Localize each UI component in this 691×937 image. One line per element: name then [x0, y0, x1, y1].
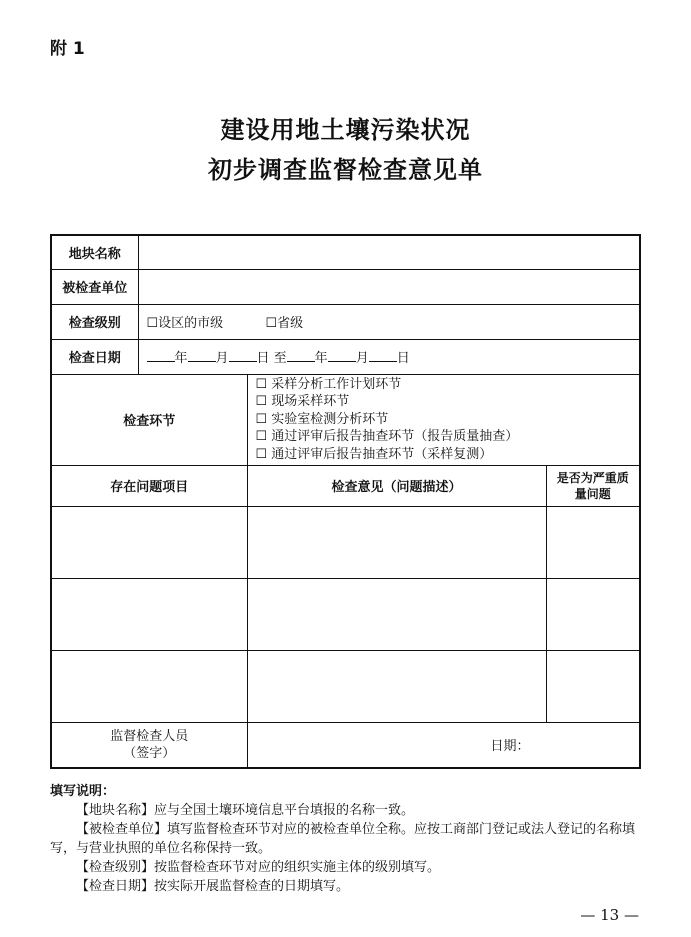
table-row	[51, 578, 640, 650]
note-item: 【被检查单位】填写监督检查环节对应的被检查单位全称。应按工商部门登记或法人登记的名称填写，与营业执照的单位名称保持一致。	[50, 822, 636, 856]
issues-header-row	[51, 465, 640, 506]
parcel-name-label: 地块名称	[51, 235, 138, 269]
table-row	[51, 650, 640, 722]
table-row	[51, 506, 640, 578]
stage-option[interactable]: ☐ 通过评审后报告抽查环节（采样复测）	[255, 446, 493, 462]
stage-option[interactable]: ☐ 通过评审后报告抽查环节（报告质量抽查）	[255, 429, 519, 445]
serious-cell[interactable]	[546, 578, 640, 650]
date-label: 检查日期	[51, 339, 138, 374]
stage-option[interactable]: ☐ 实验室检测分析环节	[255, 411, 389, 427]
fill-instructions	[50, 782, 650, 896]
level-option-province[interactable]: ☐省级	[265, 316, 304, 331]
row-stage	[51, 374, 640, 465]
inspector-label: 监督检查人员	[110, 728, 189, 744]
inspected-unit-label: 被检查单位	[51, 269, 138, 304]
signature-row	[51, 722, 640, 768]
stage-option[interactable]: ☐ 采样分析工作计划环节	[255, 376, 402, 392]
row-parcel-name	[51, 235, 640, 269]
opinion-cell[interactable]	[247, 650, 546, 722]
month-unit: 月	[355, 351, 369, 366]
page-number: — 13 —	[580, 906, 639, 924]
sign-date-field[interactable]	[247, 722, 640, 768]
issue-cell[interactable]	[51, 506, 247, 578]
issue-cell[interactable]	[51, 578, 247, 650]
notes-heading: 填写说明：	[50, 784, 116, 799]
inspected-unit-field[interactable]	[138, 269, 640, 304]
title-line-2: 初步调查监督检查意见单	[208, 155, 483, 184]
serious-cell[interactable]	[546, 506, 640, 578]
row-level	[51, 304, 640, 339]
year-unit: 年	[174, 351, 188, 366]
opinion-cell[interactable]	[247, 506, 546, 578]
date-field[interactable]	[138, 339, 640, 374]
col-opinion-header: 检查意见（问题描述）	[247, 465, 546, 506]
note-item: 【检查日期】按实际开展监督检查的日期填写。	[76, 879, 350, 894]
stage-label: 检查环节	[51, 374, 247, 465]
serious-cell[interactable]	[546, 650, 640, 722]
issue-cell[interactable]	[51, 650, 247, 722]
opinion-cell[interactable]	[247, 578, 546, 650]
title-line-1: 建设用地土壤污染状况	[220, 115, 471, 144]
sign-date-label: 日期：	[490, 739, 530, 755]
year-unit: 年	[314, 351, 328, 366]
stage-option[interactable]: ☐ 现场采样环节	[255, 394, 350, 410]
row-inspected-unit	[51, 269, 640, 304]
level-label: 检查级别	[51, 304, 138, 339]
col-serious-header: 是否为严重质量问题	[546, 465, 640, 506]
note-item: 【地块名称】应与全国土壤环境信息平台填报的名称一致。	[76, 803, 415, 818]
parcel-name-field[interactable]	[138, 235, 640, 269]
inspection-form	[50, 234, 641, 769]
month-unit: 月	[215, 351, 229, 366]
inspector-sign-label: （签字）	[123, 745, 176, 761]
day-unit: 日	[396, 351, 410, 366]
level-option-city[interactable]: ☐设区的市级	[146, 316, 224, 331]
col-issue-header: 存在问题项目	[51, 465, 247, 506]
row-date	[51, 339, 640, 374]
day-to-unit: 日 至	[256, 351, 287, 366]
attachment-label: 附 1	[50, 39, 85, 59]
note-item: 【检查级别】按监督检查环节对应的组织实施主体的级别填写。	[76, 860, 441, 875]
